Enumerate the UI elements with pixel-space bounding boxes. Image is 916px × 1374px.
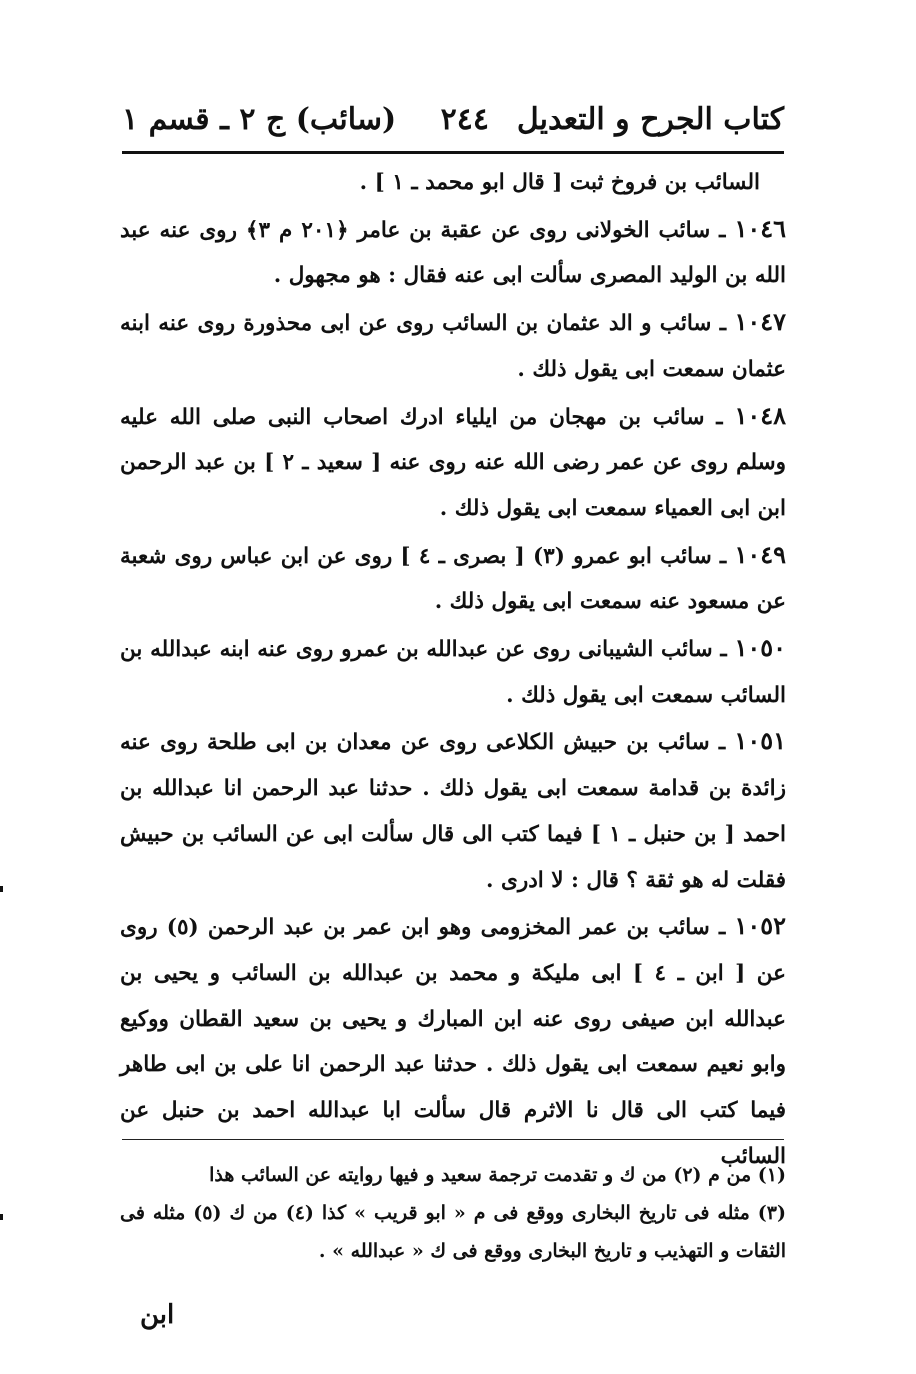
entry-text: ـ سائب و الد عثمان بن السائب روى عن ابى محذورة روى عنه ابنه عثمان سمعت ابى يقول ذلك .: [120, 311, 786, 382]
entry-continuation: [120, 160, 786, 206]
entry-text: ـ سائب بن حبيش الكلاعى روى عن معدان بن ابى طلحة روى عنه زائدة بن قدامة سمعت ابى يقول ذلك . حدثنا عبد الرحمن انا عبدالله بن احمد [ بن حنبل ـ ١ ] فيما كتب الى قال سألت ابى عن السائب بن حبيش فقلت له هو ثقة ؟ قال : لا ادرى .: [120, 730, 786, 893]
entry-number: ١٠٤٦: [734, 213, 786, 243]
footnote-rule: [122, 1139, 784, 1140]
page-number: ٢٤٤: [440, 102, 489, 137]
entry-1046: [120, 206, 786, 299]
entry-number: ١٠٥١: [734, 726, 786, 756]
footnotes: [120, 1156, 786, 1270]
entry-number: ١٠٥٠: [734, 633, 786, 663]
catchword: ابن: [140, 1300, 175, 1330]
entry-1048: [120, 393, 786, 532]
entry-text: السائب بن فروخ ثبت [ قال ابو محمد ـ ١ ] .: [359, 170, 760, 195]
margin-mark: [0, 886, 3, 892]
entry-number: ١٠٤٧: [734, 307, 786, 337]
entry-number: ١٠٤٨: [734, 400, 786, 430]
margin-mark: [0, 1214, 3, 1220]
book-title: كتاب الجرح و التعديل: [516, 102, 784, 137]
entries-body: [120, 160, 786, 1179]
entry-text: ـ سائب بن مهجان من ايلياء ادرك اصحاب النبى صلى الله عليه وسلم روى عن عمر رضى الله عنه روى عنه [ سعيد ـ ٢ ] بن عبد الرحمن ابن ابى العمياء سمعت ابى يقول ذلك .: [120, 404, 786, 521]
entry-1047: [120, 299, 786, 392]
entry-1049: [120, 532, 786, 625]
entry-1051: [120, 718, 786, 903]
entry-1050: [120, 625, 786, 718]
footnote-line: (٣) مثله فى تاريخ البخارى ووقع فى م « ابو قريب » كذا (٤) من ك (٥) مثله فى الثقات و التهذيب و تاريخ البخارى ووقع فى ك « عبدالله » .: [120, 1202, 787, 1262]
page-header: [122, 92, 784, 148]
entry-text: ـ سائب ابو عمرو (٣) [ بصرى ـ ٤ ] روى عن ابن عباس روى شعبة عن مسعود عنه سمعت ابى يقول ذلك .: [120, 543, 786, 615]
header-rule: [122, 151, 784, 154]
entry-text: ـ سائب الخولانى روى عن عقبة بن عامر ﴿٢٠١ م ٣﴾ روى عنه عبد الله بن الوليد المصرى سألت ابى عنه فقال : هو مجهول .: [120, 217, 786, 289]
section-label: (سائب) ج ٢ ـ قسم ١: [122, 102, 397, 137]
footnote-line: (١) من م (٢) من ك و تقدمت ترجمة سعيد و فيها روايته عن السائب هذا: [209, 1164, 786, 1186]
entry-number: ١٠٤٩: [734, 539, 786, 569]
entry-number: ١٠٥٢: [734, 911, 786, 941]
entry-text: ـ سائب بن عمر المخزومى وهو ابن عمر بن عبد الرحمن (٥) روى عن [ ابن ـ ٤ ] ابى مليكة و محمد بن عبدالله بن السائب و يحيى بن عبدالله ابن صيفى روى عنه ابن المبارك و يحيى بن سعيد القطان ووكيع وابو نعيم سمعت ابى يقول ذلك . حدثنا عبد الرحمن انا على بن ابى طاهر فيما كتب الى قال نا الاثرم قال سألت ابا عبدالله احمد بن حنبل عن السائب: [120, 915, 786, 1169]
entry-text: ـ سائب الشيبانى روى عن عبدالله بن عمرو روى عنه ابنه عبدالله بن السائب سمعت ابى يقول ذلك .: [120, 637, 786, 708]
